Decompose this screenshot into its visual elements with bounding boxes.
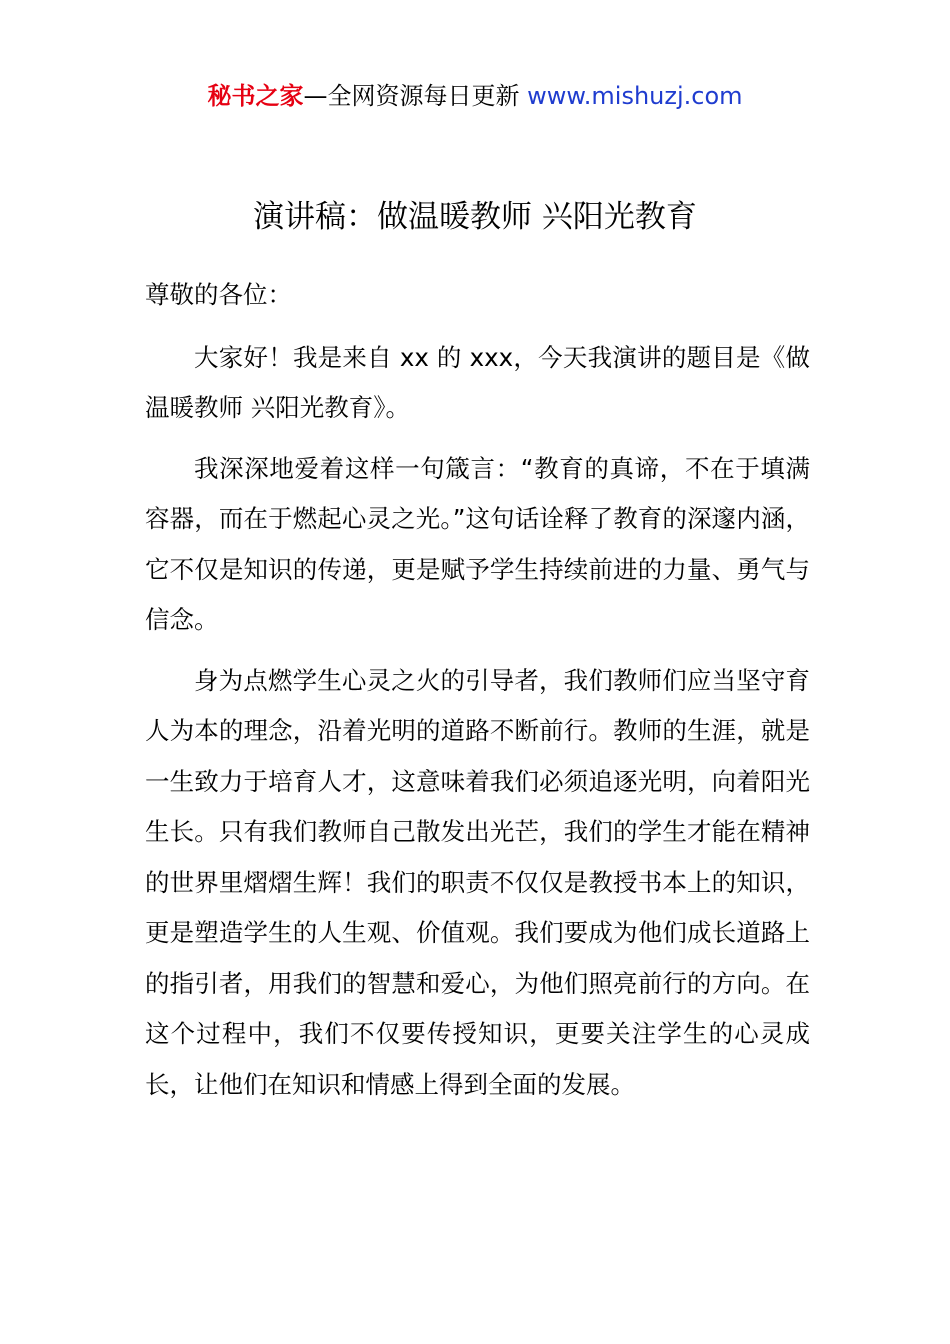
salutation: 尊敬的各位： [145, 280, 292, 309]
paragraph: 身为点燃学生心灵之火的引导者，我们教师们应当坚守育人为本的理念，沿着光明的道路不断前行。教师的生涯，就是一生致力于培育人才，这意味着我们必须追逐光明，向着阳光生长。只有我们教师自己散发出光芒，我们的学生才能在精神的世界里熠熠生辉！我们的职责不仅仅是教授书本上的知识，更是塑造学生的人生观、价值观。我们要成为他们成长道路上的指引者，用我们的智慧和爱心，为他们照亮前行的方向。在这个过程中，我们不仅要传授知识，更要关注学生的心灵成长，让他们在知识和情感上得到全面的发展。 [145, 665, 810, 1099]
site-header [0, 80, 950, 112]
header-tagline: —全网资源每日更新 [303, 82, 528, 110]
paragraph: 我深深地爱着这样一句箴言：“教育的真谛，不在于填满容器，而在于燃起心灵之光。”这句话诠释了教育的深邃内涵，它不仅是知识的传递，更是赋予学生持续前进的力量、勇气与信念。 [145, 453, 810, 634]
brand-name: 秘书之家 [207, 82, 304, 110]
document-title: 演讲稿：做温暖教师 兴阳光教育 [253, 199, 697, 235]
document-body [145, 270, 810, 1120]
site-url-link[interactable]: www.mishuzj.com [527, 82, 743, 110]
paragraph: 大家好！我是来自 xx 的 xxx，今天我演讲的题目是《做温暖教师 兴阳光教育》。 [145, 342, 810, 422]
